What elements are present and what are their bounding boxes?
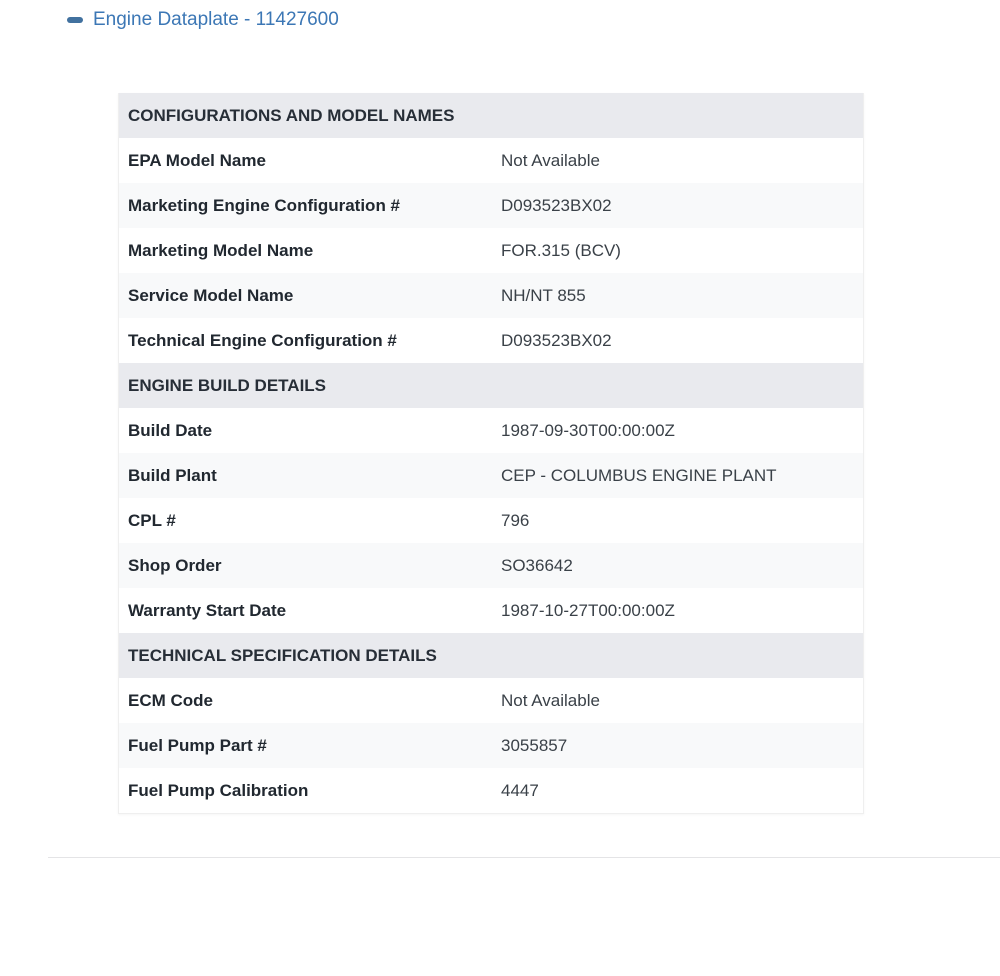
row-value: Not Available <box>501 690 600 710</box>
row-value: D093523BX02 <box>501 330 612 350</box>
row-value: 4447 <box>501 780 539 800</box>
table-row <box>119 183 863 228</box>
table-row <box>119 273 863 318</box>
table-row <box>119 228 863 273</box>
table-section-header: TECHNICAL SPECIFICATION DETAILS <box>119 633 863 678</box>
table-row <box>119 453 863 498</box>
panel-title[interactable]: Engine Dataplate - 11427600 <box>93 9 339 30</box>
table-row <box>119 498 863 543</box>
table-section-header: CONFIGURATIONS AND MODEL NAMES <box>119 93 863 138</box>
row-label: Warranty Start Date <box>128 600 287 620</box>
table-row <box>119 318 863 363</box>
row-value: D093523BX02 <box>501 195 612 215</box>
table-row <box>119 678 863 723</box>
row-value: 1987-10-27T00:00:00Z <box>501 600 675 620</box>
row-value: 796 <box>501 510 530 530</box>
row-label: Technical Engine Configuration # <box>128 330 397 350</box>
table-row <box>119 768 863 813</box>
bottom-divider <box>48 857 1000 858</box>
row-label: Fuel Pump Part # <box>128 735 267 755</box>
engine-dataplate-table <box>118 93 864 814</box>
table-section-header: ENGINE BUILD DETAILS <box>119 363 863 408</box>
engine-dataplate-panel-header[interactable] <box>67 8 339 32</box>
table-row <box>119 588 863 633</box>
row-label: Build Plant <box>128 465 217 485</box>
table-row <box>119 723 863 768</box>
table-row <box>119 543 863 588</box>
row-value: Not Available <box>501 150 600 170</box>
row-label: Marketing Model Name <box>128 240 314 260</box>
row-value: FOR.315 (BCV) <box>501 240 621 260</box>
row-label: Service Model Name <box>128 285 294 305</box>
row-label: Build Date <box>128 420 213 440</box>
row-value: NH/NT 855 <box>501 285 586 305</box>
row-label: Marketing Engine Configuration # <box>128 195 401 215</box>
row-label: Shop Order <box>128 555 222 575</box>
table-row <box>119 408 863 453</box>
row-label: ECM Code <box>128 690 213 710</box>
row-value: CEP - COLUMBUS ENGINE PLANT <box>501 465 777 485</box>
table-row <box>119 138 863 183</box>
row-label: CPL # <box>128 510 176 530</box>
row-label: EPA Model Name <box>128 150 266 170</box>
row-value: 3055857 <box>501 735 568 755</box>
row-value: 1987-09-30T00:00:00Z <box>501 420 675 440</box>
collapse-minus-icon[interactable] <box>67 17 83 23</box>
row-value: SO36642 <box>501 555 573 575</box>
row-label: Fuel Pump Calibration <box>128 780 309 800</box>
